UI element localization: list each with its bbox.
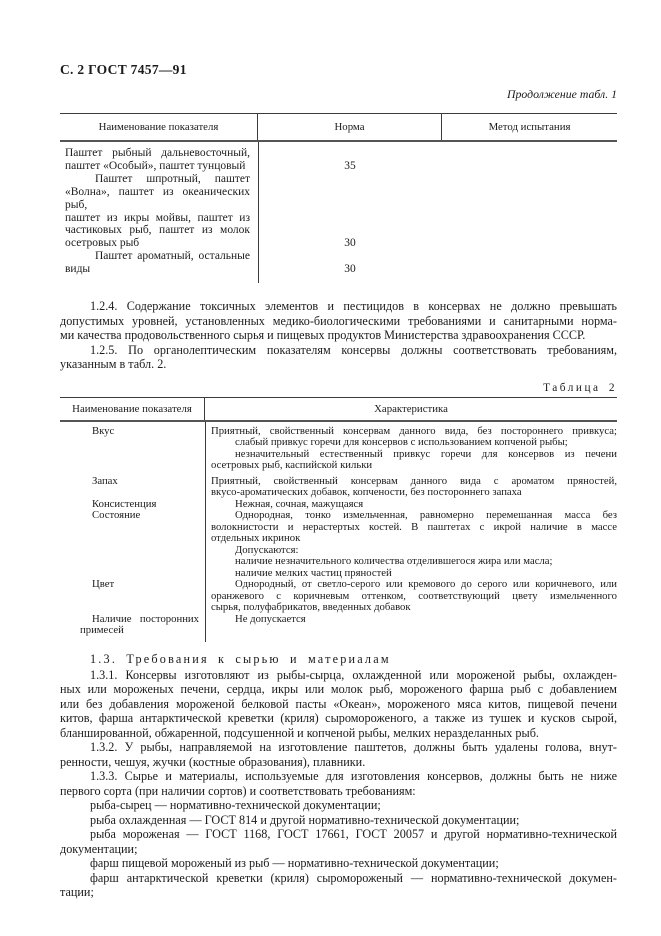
text-line: осетровых рыб [65,237,140,250]
text-line: отдельных икринок [211,532,301,545]
paragraph-1-2-5 [60,343,617,372]
table2-cell-characteristic [205,426,617,472]
requirements-list-item [60,798,617,813]
table2-cell-label [60,426,205,438]
text-line: ренности, чешуя, жучки (костные образования), плавники. [60,754,366,769]
table2-caption: Таблица 2 [543,381,617,394]
table1-cell-method [442,250,617,276]
paragraph-1-3-1 [60,668,617,741]
table1 [60,113,617,283]
text-line: паштет «Особый», паштет тунцовый [65,159,246,172]
page-header: С. 2 ГОСТ 7457—91 [60,62,187,77]
table-row [60,614,617,637]
requirements-list-item [60,827,617,856]
table1-cell-norma: 30 [344,237,356,250]
table1-header-row [60,114,617,142]
text-line: осетровых рыб, каспийской кильки [211,459,373,472]
text-line: Состояние [92,509,141,522]
text-line: допустимых уровней, установленных медико-биологическими требованиями и санитарными норма- [60,313,617,328]
text-line: Паштет рыбный дальневосточный, [65,147,250,159]
paragraph-1-3-2 [60,740,617,769]
table2 [60,397,617,642]
text-line: Нежная, сочная, мажущаяся [235,497,364,510]
text-line: фарш антарктической креветки (криля) сыромороженый — нормативно-технической докумен- [90,870,617,885]
table1-caption: Продолжение табл. 1 [506,87,617,101]
text-line: примесей [80,624,124,637]
text-line: Цвет [92,578,115,591]
table1-cell-name [60,147,258,173]
text-line: указанным в табл. 2. [60,357,167,372]
text-line: Паштет шпротный, паштет [95,172,250,185]
text-line: вкусо-ароматических добавок, копчености, без постороннего запаха [211,486,522,499]
table2-header-name: Наименование показателя [60,398,205,420]
text-line: Однородная, тонко измельченная, равномерно перемешанная масса без [235,509,617,522]
text-line: рыба-сырец — нормативно-технической документации; [90,798,381,813]
table1-cell-name [60,250,258,276]
table1-body [60,142,617,283]
table-row [60,147,617,173]
table1-cell-norma: 35 [344,159,356,172]
text-line: Допускаются: [235,543,299,556]
text-line: 1.2.5. По органолептическим показателям консервы должны соответствовать требованиям, [90,342,617,357]
table2-cell-label [60,510,205,522]
text-line: фарш пищевой мороженый из рыб — нормативно-технической документации; [90,856,499,871]
table1-cell-norma: 30 [344,263,356,276]
text-line: 1.3.2. У рыбы, направляемой на изготовление паштетов, должны быть удалены голова, внут- [90,740,617,755]
text-line: сырья, полуфабрикатов, введенных добавок [211,601,411,614]
text-line: «Волна», паштет из океанических рыб, [65,185,250,211]
text-line: слабый привкус горечи для консервов с использованием копченой рыбы; [235,436,568,449]
paragraph-1-2-4 [60,299,617,343]
text-line: наличие мелких частиц пряностей [235,566,392,579]
text-line: тации; [60,885,94,900]
table2-header-characteristic: Характеристика [374,402,448,415]
text-line: китов, фарша антарктической креветки (криля) сыромороженого, а также из тушек и кусков сырой, [60,711,617,726]
table-row [60,579,617,614]
table2-cell-label [60,579,205,591]
table2-cell-characteristic [205,579,617,614]
table2-cell-label [60,614,205,637]
text-line: незначительный естественный привкус горечи для консервов из печени [235,447,617,460]
table-row [60,250,617,276]
text-line: Не допускается [235,612,306,625]
text-line: Консистенция [92,497,157,510]
text-line: Приятный, свойственный консервам данного вида с ароматом пряностей, [211,474,617,487]
text-line: 1.2.4. Содержание токсичных элементов и пестицидов в консервах не должно превышать [90,299,617,314]
text-line: частиковых рыб, паштет из молок [65,224,250,237]
table1-cell-method [442,147,617,173]
requirements-list-item [60,813,617,828]
text-line: оранжевого с коричневым оттенком, соответствующий цвету измельченного [211,589,617,602]
text-line: Паштет ароматный, остальные [95,250,250,263]
table1-header-method: Метод испытания [488,121,571,133]
table2-cell-label [60,476,205,488]
text-line: или без добавления мороженой белковой пасты «Океан», мороженого мяса китов, пищевой печени [60,696,617,711]
requirements-list-item [60,871,617,900]
table2-cell-characteristic [205,510,617,579]
table2-cell-characteristic [205,476,617,499]
text-line: Вкус [92,424,115,437]
text-line: рыба мороженая — ГОСТ 1168, ГОСТ 17661, ГОСТ 20057 и другой нормативно-технической [90,827,617,842]
text-line: Запах [92,474,118,487]
table-row [60,476,617,499]
text-line: наличие незначительного количества отделившегося жира или масла; [235,555,553,568]
table-row [60,426,617,472]
table2-body [60,422,617,642]
section-1-3-heading: 1.3. Требования к сырью и материалам [90,651,391,666]
table-row [60,173,617,250]
requirements-list-item [60,856,617,871]
text-line: Однородный, от светло-серого или кремового до серого или коричневого, или [235,578,617,591]
table2-cell-characteristic [205,614,617,626]
text-line: документации; [60,841,138,856]
text-line: Приятный, свойственный консервам данного вида, без постороннего привкуса; [211,424,617,437]
text-line: бланшированной, обжаренной, подсушенной и копченой рыбы, мелких неразделанных рыб. [60,725,539,740]
table2-header-row [60,398,617,422]
table1-header-name: Наименование показателя [60,114,258,140]
table1-cell-name [60,173,258,250]
text-line: ми качества продовольственного сырья и пищевых продуктов Министерства здравоохранения СССР. [60,328,586,343]
text-line: рыба охлажденная — ГОСТ 814 и другой нормативно-технической документации; [90,812,520,827]
paragraph-1-3-3 [60,769,617,798]
table-row [60,510,617,579]
text-line: 1.3.1. Консервы изготовляют из рыбы-сырца, охлажденной или мороженой рыбы, охлажден- [90,667,617,682]
table1-header-norma: Норма [258,114,442,140]
text-line: Наличие посторонних [92,612,199,625]
text-line: 1.3.3. Сырье и материалы, используемые для изготовления консервов, должны быть не ниже [90,769,617,784]
text-line: ных или мороженых печени, сердца, икры или молок рыб, мороженого фарша рыб с добавлением [60,682,617,697]
text-line: волокнистости и нерастертых костей. В паштетах с икрой наличие в массе [211,520,617,533]
text-line: первого сорта (при наличии сортов) и соответствовать требованиям: [60,783,416,798]
text-line: паштет из икры мойвы, паштет из [65,211,250,224]
table1-cell-method [442,173,617,250]
text-line: виды [65,263,91,276]
